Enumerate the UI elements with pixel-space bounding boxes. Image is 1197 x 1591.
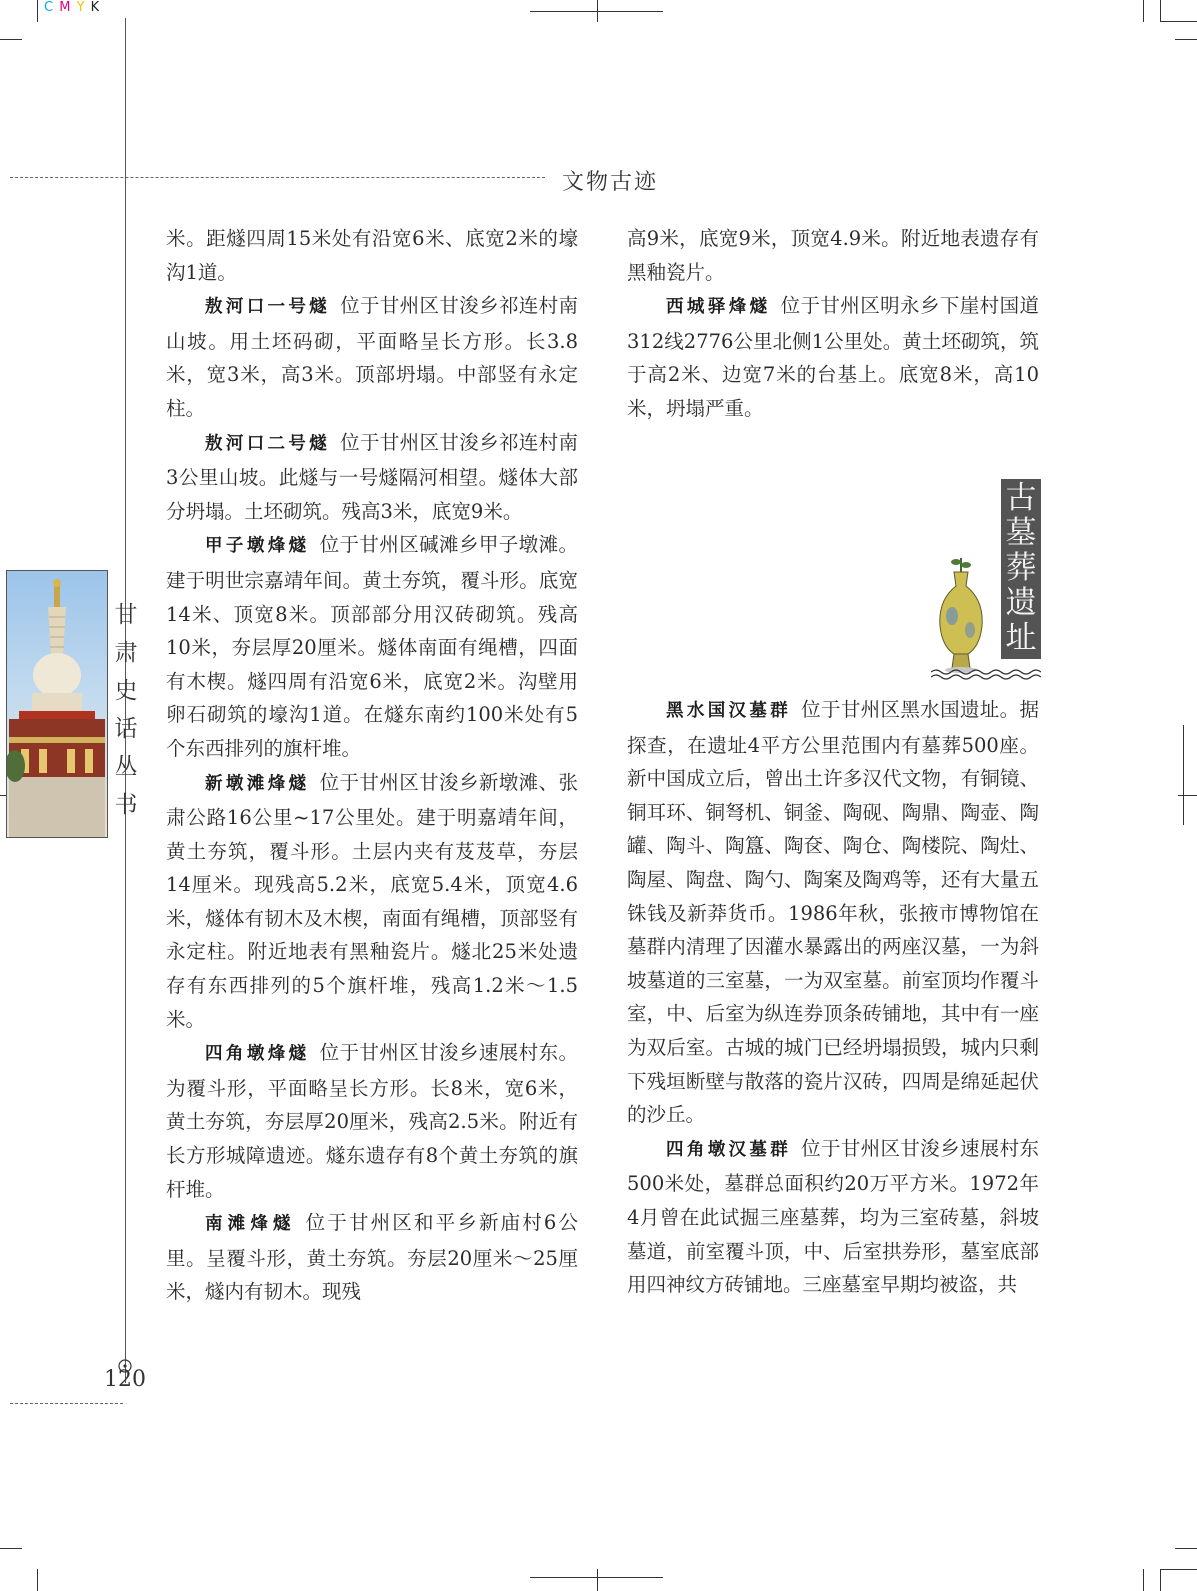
badge-char: 葬 (1005, 550, 1037, 586)
entry-text: 位于甘州区碱滩乡甲子墩滩。建于明世宗嘉靖年间。黄土夯筑，覆斗形。底宽14米、顶宽8米。顶部部分用汉砖砌筑。残高10米，夯层厚20厘米。燧体南面有绳槽，四面有木楔。燧四周有沿宽6米，底宽2米。沟壁用卵石砌筑的壕沟1道。在燧东南约100米处有5个东西排列的旗杆堆。 (166, 533, 578, 760)
entry-text: 位于甘州区甘浚乡祁连村南山坡。用土坯码砌，平面略呈长方形。长3.8米，宽3米，高3米。顶部坍塌。中部竖有永定柱。 (166, 294, 578, 420)
crop-mark (1183, 725, 1184, 825)
entry-title: 敖河口二号燧 (205, 433, 331, 454)
entry-paragraph (627, 1132, 1039, 1302)
entry-paragraph (166, 1206, 578, 1309)
text-column-right (627, 222, 1039, 426)
footer-dashed-rule (10, 1403, 123, 1404)
entry-text: 位于甘州区黑水国遗址。据探查，在遗址4平方公里范围内有墓葬500座。新中国成立后，曾出土许多汉代文物，有铜镜、铜耳环、铜弩机、铜釜、陶砚、陶鼎、陶壶、陶罐、陶斗、陶簋、陶奁、陶仓、陶楼院、陶灶、陶屋、陶盘、陶勺、陶案及陶鸡等，还有大量五铢钱及新莽货币。1986年秋，张掖市博物馆在墓群内清理了因灌水暴露出的两座汉墓，一为斜坡墓道的三室墓，一为双室墓。前室顶均作覆斗室，中、后室为纵连券顶条砖铺地，其中有一座为双后室。古城的城门已经坍塌损毁，城内只剩下残垣断壁与散落的瓷片汉砖，四周是绵延起伏的沙丘。 (627, 698, 1039, 1127)
entry-paragraph (166, 766, 578, 1037)
series-title-char: 话 (114, 716, 138, 742)
vase-icon (930, 556, 992, 674)
wave-ornament (931, 668, 1041, 680)
entry-title: 敖河口一号燧 (205, 297, 331, 318)
crop-mark (1178, 795, 1197, 796)
crop-mark (37, 0, 38, 22)
crop-mark (1175, 39, 1197, 40)
pagoda-photo (6, 570, 108, 838)
entry-text: 位于甘州区和平乡新庙村6公里。呈覆斗形，黄土夯筑。夯层20厘米～25厘米，燧内有韧木。现残 (166, 1211, 578, 1304)
paragraph: 米。距燧四周15米处有沿宽6米、底宽2米的壕沟1道。 (166, 227, 578, 284)
badge-char: 古 (1005, 480, 1037, 516)
crop-mark (1160, 1569, 1197, 1570)
entry-title: 甲子墩烽燧 (205, 536, 310, 557)
crop-mark (0, 39, 22, 40)
series-title-char: 丛 (114, 754, 138, 780)
crop-mark (1160, 0, 1161, 22)
crop-mark (37, 1569, 38, 1591)
entry-title: 新墩滩烽燧 (205, 773, 310, 794)
entry-paragraph (627, 289, 1039, 425)
series-title-char: 史 (114, 678, 138, 704)
entry-title: 黑水国汉墓群 (666, 701, 792, 721)
crop-mark (597, 0, 598, 22)
entry-text: 位于甘州区甘浚乡新墩滩、张肃公路16公里~17公里处。建于明嘉靖年间，黄土夯筑，覆斗形。土层内夹有芨芨草，夯层14厘米。现残高5.2米，底宽5.4米，顶宽4.6米，燧体有韧木及木楔，南面有绳槽，顶部竖有永定柱。附近地表有黑釉瓷片。燧北25米处遗存有东西排列的5个旗杆堆，残高1.2米～1.5米。 (166, 770, 578, 1031)
series-title (108, 596, 144, 824)
text-column-left (166, 222, 578, 1309)
paragraph: 高9米，底宽9米，顶宽4.9米。附近地表遗存有黑釉瓷片。 (627, 227, 1039, 284)
entry-paragraph (627, 693, 1039, 1132)
text-column-right-lower (627, 693, 1039, 1302)
page-number: 120 (104, 1367, 146, 1392)
crop-mark (1143, 1569, 1144, 1591)
entry-text: 位于甘州区甘浚乡速展村东500米处，墓群总面积约20万平方米。1972年4月曾在此试掘三座墓葬，均为三室砖墓，斜坡墓道，前室覆斗顶，中、后室拱券形，墓室底部用四神纹方砖铺地。三座墓室早期均被盗，共 (627, 1136, 1039, 1297)
crop-mark (1143, 0, 1144, 22)
series-title-char: 书 (114, 792, 138, 818)
badge-char: 墓 (1005, 515, 1037, 551)
entry-paragraph (166, 426, 578, 529)
entry-title: 南滩烽燧 (205, 1214, 296, 1235)
crop-mark (1160, 21, 1197, 22)
color-registration-marks: C M Y K (44, 0, 101, 15)
series-title-char: 肃 (114, 640, 138, 666)
section-title: 文物古迹 (562, 170, 659, 195)
crop-mark (0, 1548, 22, 1549)
entry-text: 位于甘州区明永乡下崖村国道312线2776公里北侧1公里处。黄土坯砌筑，筑于高2米、边宽7米的台基上。底宽8米，高10米，坍塌严重。 (627, 294, 1039, 420)
entry-title: 西城驿烽燧 (666, 297, 771, 318)
crop-mark (597, 1569, 598, 1591)
crop-mark (1175, 1548, 1197, 1549)
section-badge (1001, 479, 1041, 659)
series-title-char: 甘 (114, 602, 138, 628)
entry-text: 位于甘州区甘浚乡速展村东。为覆斗形，平面略呈长方形。长8米，宽6米，黄土夯筑，夯层厚20厘米，残高2.5米。附近有长方形城障遗迹。燧东遗存有8个黄土夯筑的旗杆堆。 (166, 1041, 578, 1201)
entry-paragraph (166, 289, 578, 425)
badge-char: 址 (1005, 620, 1037, 656)
header-dashed-rule (10, 177, 545, 178)
entry-text: 位于甘州区甘浚乡祁连村南3公里山坡。此燧与一号燧隔河相望。燧体大部分坍塌。土坯砌筑。残高3米，底宽9米。 (166, 430, 578, 523)
entry-paragraph (166, 528, 578, 765)
badge-char: 遗 (1005, 585, 1037, 621)
entry-paragraph (166, 1036, 578, 1206)
crop-mark (1160, 1569, 1161, 1591)
entry-title: 四角墩烽燧 (205, 1044, 310, 1065)
entry-title: 四角墩汉墓群 (666, 1139, 792, 1160)
